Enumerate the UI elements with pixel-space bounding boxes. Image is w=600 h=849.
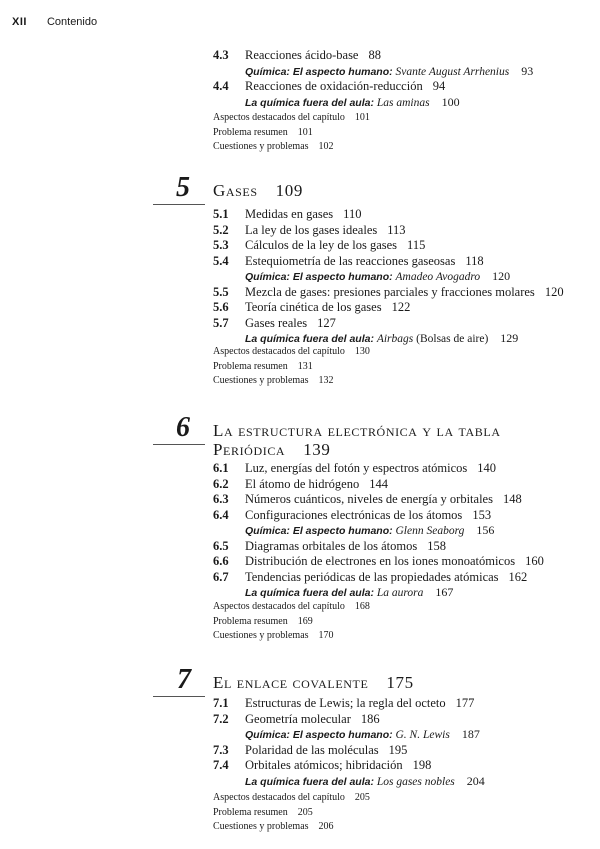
misc-entry [213, 630, 334, 641]
section-title: Teoría cinética de los gases [245, 300, 382, 314]
feature-subject: Svante August Arrhenius [395, 65, 510, 78]
section-number: 7.3 [213, 742, 229, 757]
chapter-rule [153, 204, 205, 205]
misc-entry [213, 601, 370, 612]
page-number: 158 [427, 538, 446, 553]
section-entry [213, 743, 407, 758]
section-title: Cálculos de la ley de los gases [245, 238, 398, 252]
section-title: Mezcla de gases: presiones parciales y fracciones molares [245, 284, 535, 299]
section-title: Estructuras de Lewis; la regla del octeto [245, 696, 446, 710]
misc-entry [213, 821, 334, 832]
section-entry [213, 492, 522, 507]
misc-entry [213, 346, 370, 357]
section-number: 5.3 [213, 238, 229, 252]
chapter-rule [153, 444, 205, 445]
misc-title: Aspectos destacados del capítulo [213, 112, 345, 123]
section-title: La ley de los gases ideales [245, 222, 378, 237]
section-number: 5.5 [213, 284, 229, 299]
section-entry [213, 461, 496, 476]
section-number: 5.7 [213, 315, 229, 330]
section-number: 5.6 [213, 300, 229, 314]
page-number: 101 [297, 126, 313, 138]
section-number: 6.1 [213, 461, 229, 475]
feature-subject: Airbags [376, 333, 414, 345]
feature-label: La química fuera del aula: [245, 775, 374, 788]
feature-label: La química fuera del aula: [245, 587, 374, 599]
misc-title: Cuestiones y problemas [213, 141, 309, 153]
section-title: Reacciones ácido-base [245, 48, 359, 62]
page-number: XII [12, 16, 27, 28]
misc-title: Problema resumen [213, 126, 288, 138]
feature-label: La química fuera del aula: [245, 96, 374, 109]
chapter-title-line: Periódica 139 [213, 440, 331, 459]
page-header [12, 16, 97, 28]
feature-entry [213, 585, 453, 600]
section-title: Polaridad de las moléculas [245, 742, 379, 757]
page-number: 122 [391, 300, 411, 314]
misc-title: Aspectos destacados del capítulo [213, 346, 345, 357]
feature-subject: G. N. Lewis [395, 729, 450, 741]
section-title: Números cuánticos, niveles de energía y orbitales [245, 492, 493, 506]
misc-title: Cuestiones y problemas [213, 375, 309, 387]
page-number: 162 [508, 569, 528, 584]
chapter-rule [153, 696, 205, 697]
misc-entry [213, 141, 334, 152]
section-title: Orbitales atómicos; hibridación [245, 758, 403, 772]
running-title: Contenido [46, 16, 98, 28]
page-number: 132 [318, 375, 334, 387]
page-number: 195 [388, 742, 408, 757]
page-number: 144 [369, 476, 388, 491]
chapter-title [213, 421, 501, 459]
feature-subject: Las aminas [376, 96, 430, 109]
page-number: 115 [407, 238, 426, 252]
feature-entry [213, 95, 460, 110]
page-number: 118 [465, 253, 484, 268]
section-title: Medidas en gases [245, 207, 334, 221]
page-number: 169 [297, 615, 313, 627]
feature-label: Química: El aspecto humano: [245, 525, 393, 537]
section-entry [213, 554, 544, 569]
feature-entry [213, 269, 510, 284]
section-number: 4.4 [213, 79, 229, 93]
page-number: 187 [461, 727, 480, 741]
section-title: Estequiometría de las reacciones gaseosas [245, 253, 456, 268]
section-entry [213, 539, 446, 554]
section-title: Configuraciones electrónicas de los átomos [245, 507, 463, 522]
section-entry [213, 570, 527, 585]
section-entry [213, 254, 484, 269]
feature-subject: La aurora [376, 587, 424, 599]
section-title: El átomo de hidrógeno [245, 476, 360, 491]
page-number: 205 [297, 806, 313, 818]
feature-subject: Glenn Seaborg [395, 525, 465, 537]
page-number: 102 [318, 141, 334, 153]
page-number: 130 [354, 346, 370, 357]
feature-entry [213, 523, 494, 538]
page-number: 177 [455, 696, 475, 710]
section-number: 5.1 [213, 207, 229, 221]
misc-entry [213, 807, 313, 818]
page-number: 170 [318, 630, 334, 642]
page-number: 94 [432, 79, 446, 93]
section-title: Geometría molecular [245, 711, 351, 726]
section-entry [213, 696, 474, 711]
page-number: 127 [317, 315, 336, 330]
section-title: Tendencias periódicas de las propiedades atómicas [245, 569, 499, 584]
page-number: 131 [297, 360, 313, 372]
page-number: 101 [354, 112, 370, 123]
page-number: 93 [521, 63, 534, 78]
section-number: 6.7 [213, 569, 229, 584]
section-entry [213, 316, 336, 331]
misc-entry [213, 112, 370, 123]
page-number: 140 [477, 461, 497, 475]
section-number: 6.5 [213, 538, 229, 553]
section-number: 6.3 [213, 492, 229, 506]
section-entry [213, 48, 381, 63]
chapter-number: 6 [176, 412, 190, 443]
chapter-title-line: Gases 109 [213, 181, 303, 200]
page-number: 100 [441, 94, 460, 109]
page-number: 153 [472, 507, 492, 522]
feature-subject: Amadeo Avogadro [395, 271, 481, 283]
page-number: 148 [502, 492, 522, 506]
misc-entry [213, 792, 370, 803]
page-number: 167 [435, 585, 454, 599]
misc-title: Aspectos destacados del capítulo [213, 792, 345, 803]
page-number: 186 [360, 711, 380, 726]
feature-entry [213, 64, 533, 79]
chapter-page: 139 [303, 440, 331, 459]
section-entry [213, 712, 380, 727]
section-number: 6.4 [213, 507, 229, 522]
chapter-number: 5 [176, 172, 190, 203]
section-entry [213, 300, 410, 315]
page-number: 206 [318, 821, 334, 833]
page-number: 198 [412, 758, 432, 772]
page-number: 168 [354, 601, 370, 612]
section-entry [213, 285, 564, 300]
misc-entry [213, 361, 313, 372]
feature-label: Química: El aspecto humano: [245, 65, 393, 78]
feature-entry [213, 774, 485, 789]
misc-title: Problema resumen [213, 806, 288, 818]
misc-title: Cuestiones y problemas [213, 821, 309, 833]
page-number: 113 [387, 222, 406, 237]
feature-entry [213, 331, 518, 346]
section-title: Luz, energías del fotón y espectros atómicos [245, 461, 468, 475]
section-entry [213, 223, 406, 238]
feature-entry [213, 727, 480, 742]
chapter-page: 175 [386, 673, 414, 692]
section-entry [213, 508, 491, 523]
misc-title: Aspectos destacados del capítulo [213, 601, 345, 612]
feature-label: Química: El aspecto humano: [245, 729, 393, 741]
feature-subject: Los gases nobles [376, 775, 455, 788]
page-number: 129 [500, 331, 519, 345]
chapter-title-line: El enlace covalente 175 [213, 673, 414, 692]
page-number: 120 [492, 269, 511, 283]
chapter-number: 7 [177, 664, 191, 695]
page-number: 120 [544, 284, 564, 299]
page-number: 88 [368, 48, 381, 62]
section-entry [213, 79, 445, 94]
chapter-title-line: La estructura electrónica y la tabla [213, 421, 501, 440]
page-number: 156 [476, 523, 495, 537]
section-title: Reacciones de oxidación-reducción [245, 79, 423, 93]
feature-label: La química fuera del aula: [245, 333, 374, 345]
section-number: 7.2 [213, 711, 229, 726]
section-entry [213, 758, 431, 773]
section-title: Diagramas orbitales de los átomos [245, 538, 418, 553]
section-number: 5.2 [213, 222, 229, 237]
misc-entry [213, 616, 313, 627]
page-number: 160 [525, 554, 544, 568]
misc-title: Cuestiones y problemas [213, 630, 309, 642]
section-entry [213, 207, 361, 222]
section-number: 7.1 [213, 696, 229, 710]
misc-title: Problema resumen [213, 360, 288, 372]
section-number: 4.3 [213, 48, 229, 62]
misc-title: Problema resumen [213, 615, 288, 627]
misc-entry [213, 127, 313, 138]
section-number: 7.4 [213, 758, 229, 772]
section-number: 6.2 [213, 476, 229, 491]
section-title: Distribución de electrones en los iones monoatómicos [245, 554, 516, 568]
section-number: 6.6 [213, 554, 229, 568]
section-number: 5.4 [213, 253, 229, 268]
page-number: 205 [354, 792, 370, 803]
section-entry [213, 477, 388, 492]
chapter-title [213, 181, 303, 200]
feature-subject-extra: (Bolsas de aire) [416, 333, 489, 345]
chapter-title [213, 673, 414, 692]
section-entry [213, 238, 425, 253]
page-number: 204 [466, 773, 485, 788]
page-number: 110 [343, 207, 362, 221]
feature-label: Química: El aspecto humano: [245, 271, 393, 283]
section-title: Gases reales [245, 315, 308, 330]
misc-entry [213, 375, 334, 386]
chapter-page: 109 [275, 181, 303, 200]
